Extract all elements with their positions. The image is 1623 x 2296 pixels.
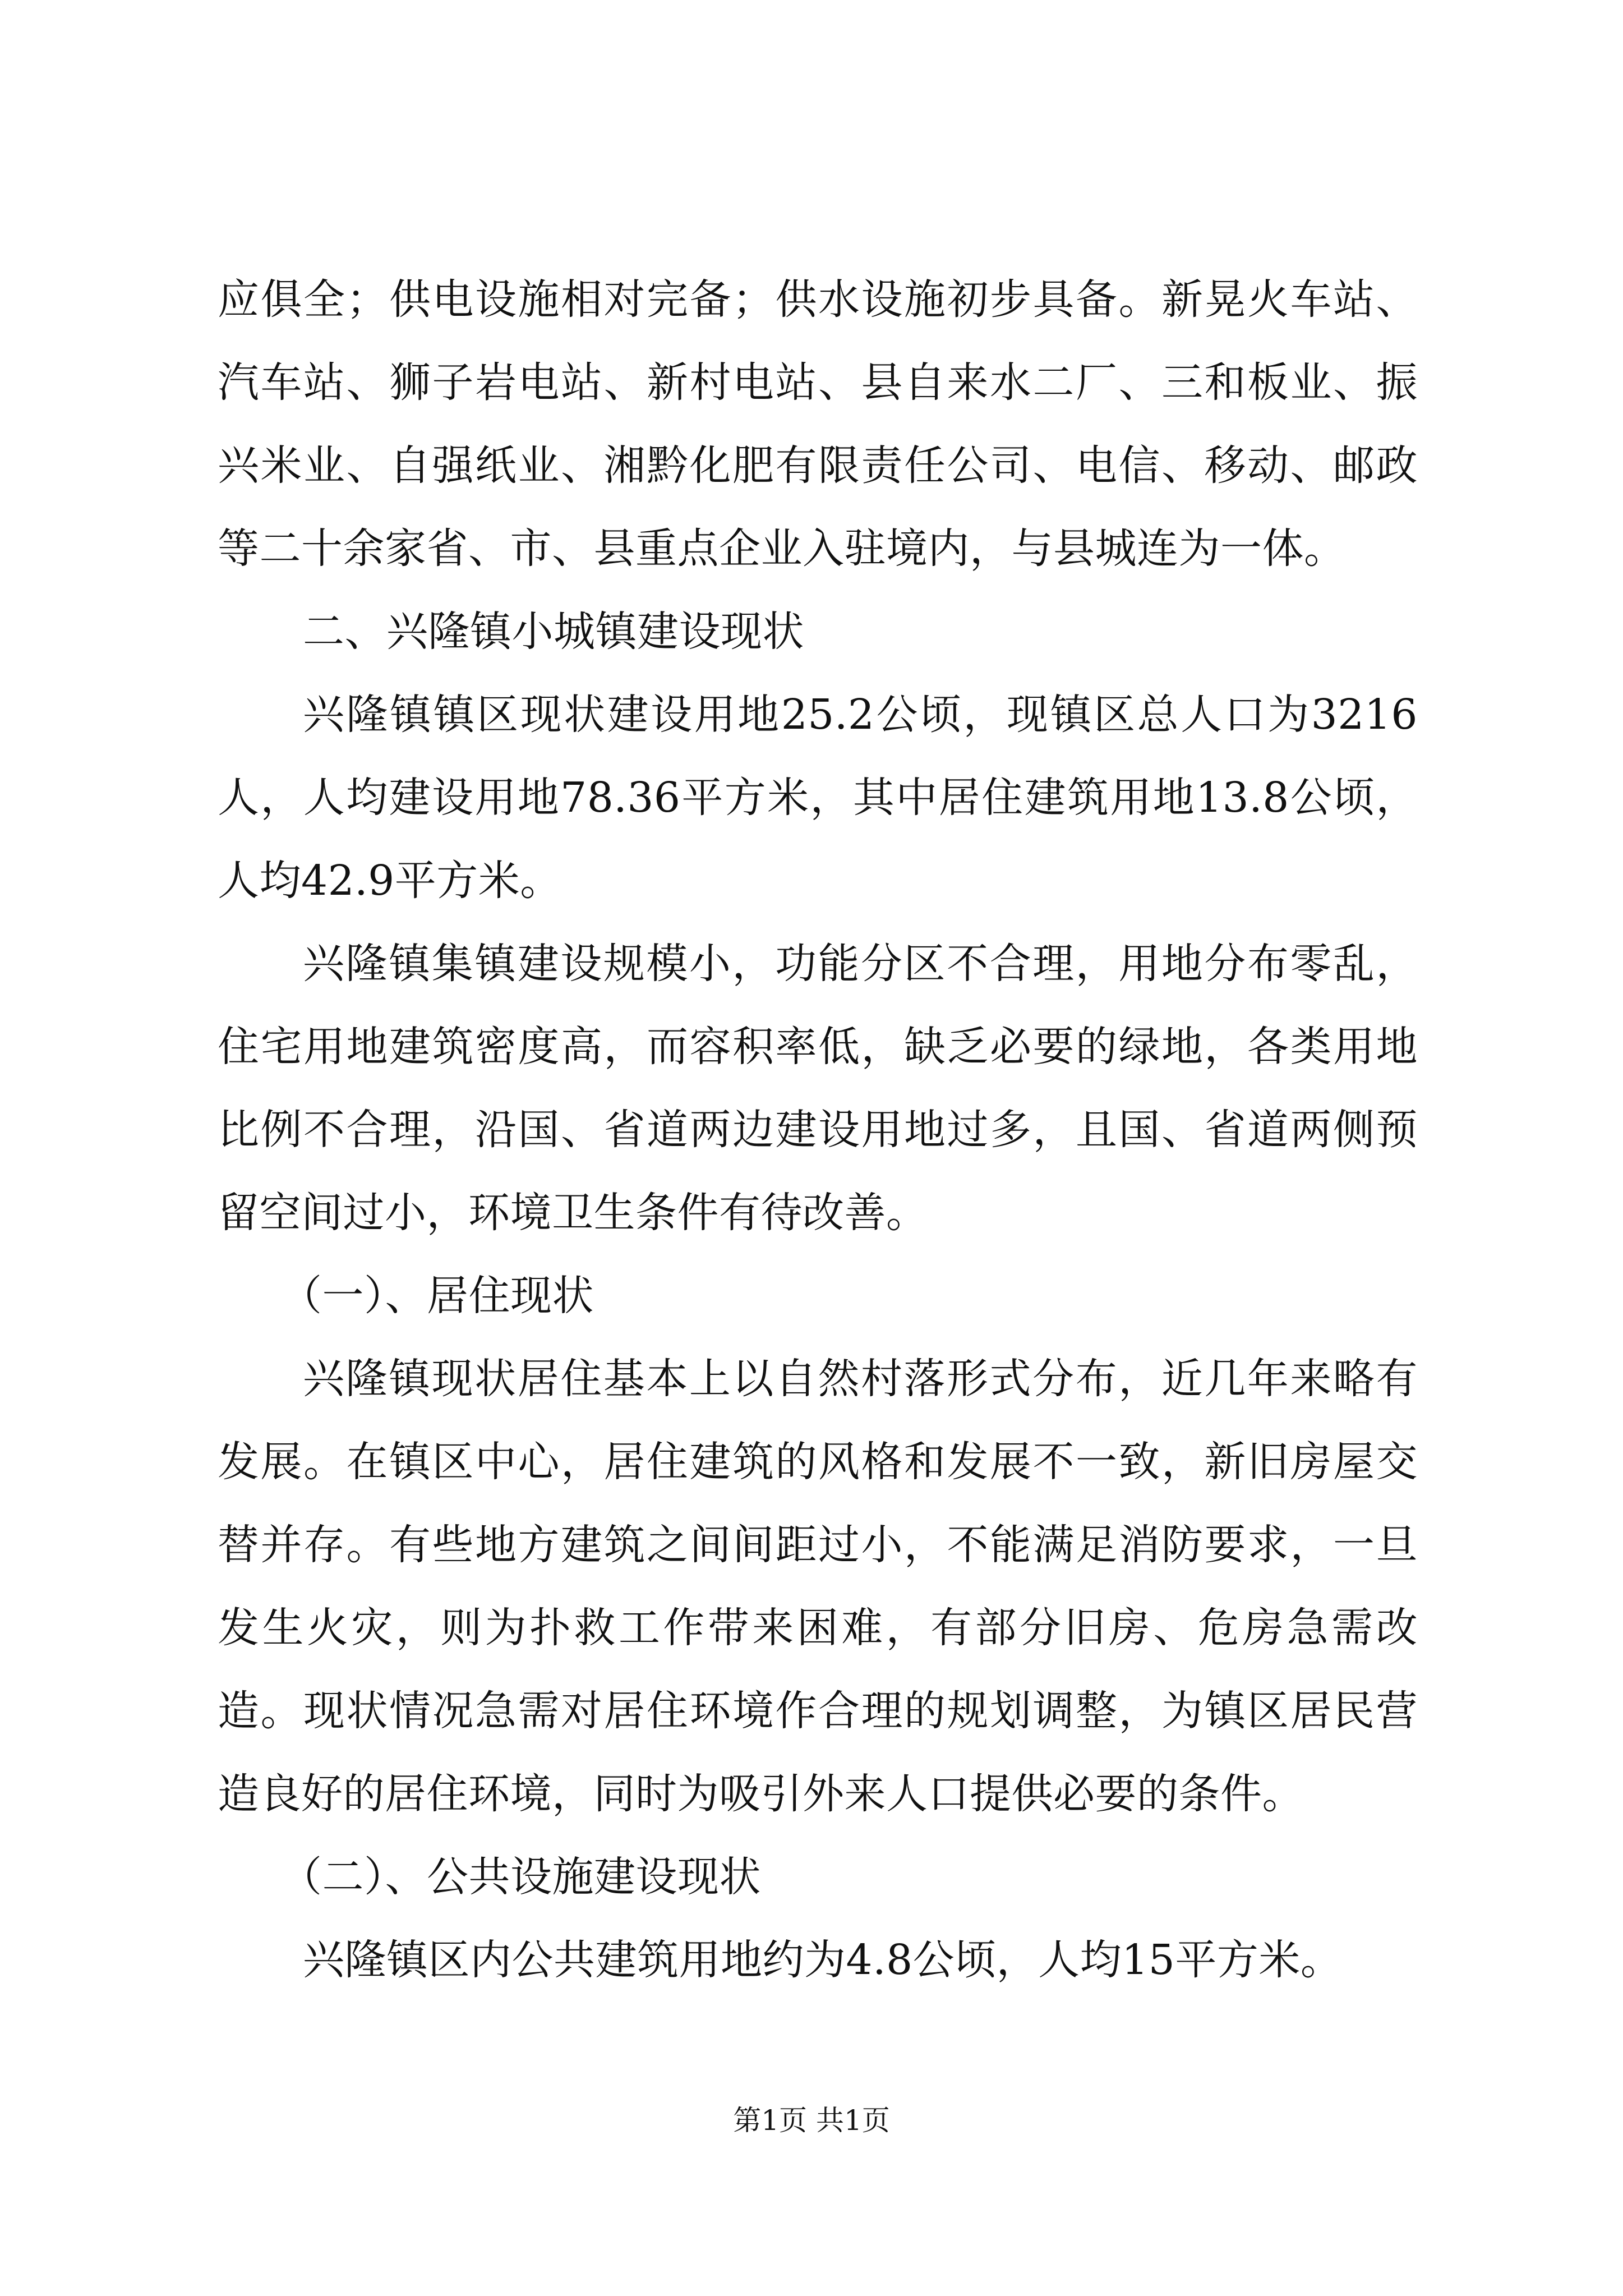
page-number-footer: 第1页 共1页 (733, 2104, 890, 2137)
paragraph: 兴隆镇镇区现状建设用地25.2公顷，现镇区总人口为3216人，人均建设用地78.36平方米，其中居住建筑用地13.8公顷，人均42.9平方米。 (218, 691, 1418, 905)
section-heading: 二、兴隆镇小城镇建设现状 (303, 608, 804, 656)
paragraph-continued: 应俱全；供电设施相对完备；供水设施初步具备。新晃火车站、汽车站、狮子岩电站、新村电站、县自来水二厂、三和板业、振兴米业、自强纸业、湘黔化肥有限责任公司、电信、移动、邮政等二十余家省、市、县重点企业入驻境内，与县城连为一体。 (218, 275, 1418, 573)
document-body (218, 258, 1418, 2001)
paragraph: 兴隆镇现状居住基本上以自然村落形式分布，近几年来略有发展。在镇区中心，居住建筑的风格和发展不一致，新旧房屋交替并存。有些地方建筑之间间距过小，不能满足消防要求，一旦发生火灾，则为扑救工作带来困难，有部分旧房、危房急需改造。现状情况急需对居住环境作合理的规划调整，为镇区居民营造良好的居住环境，同时为吸引外来人口提供必要的条件。 (218, 1355, 1418, 1818)
subsection-heading: （一）、居住现状 (280, 1272, 594, 1320)
paragraph: 兴隆镇集镇建设规模小，功能分区不合理，用地分布零乱，住宅用地建筑密度高，而容积率低，缺乏必要的绿地，各类用地比例不合理，沿国、省道两边建设用地过多，且国、省道两侧预留空间过小，环境卫生条件有待改善。 (218, 940, 1418, 1237)
subsection-heading: （二）、公共设施建设现状 (280, 1853, 761, 1901)
paragraph: 兴隆镇区内公共建筑用地约为4.8公顷，人均15平方米。 (303, 1936, 1343, 1984)
